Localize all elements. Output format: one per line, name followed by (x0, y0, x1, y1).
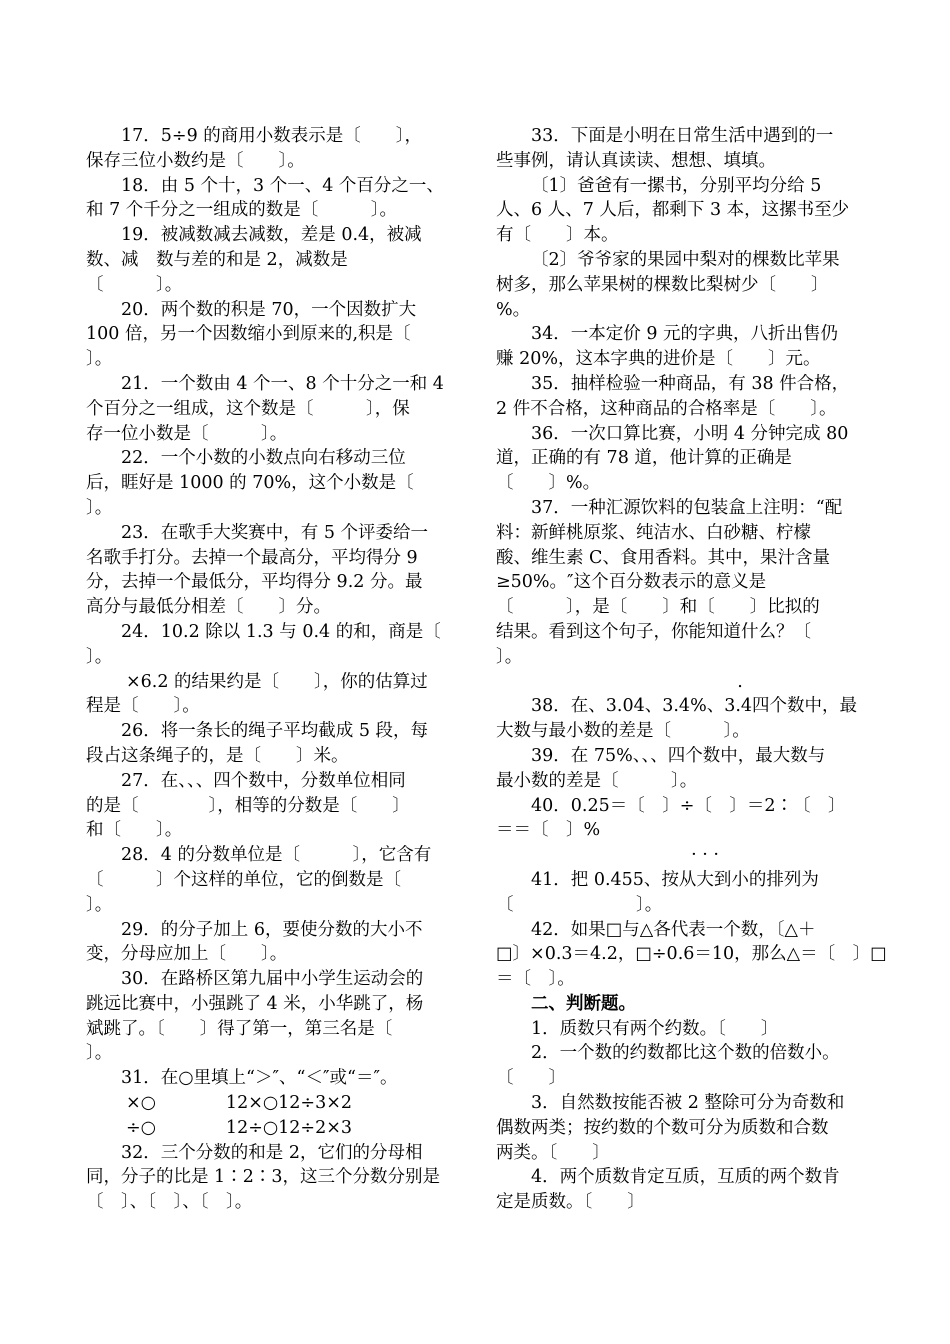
text-line: 27．在、、、四个数中，分数单位相同 (121, 770, 406, 791)
text-line: 〔 〕。 (86, 274, 183, 295)
text-line: 1．质数只有两个约数。〔 〕 (531, 1018, 779, 1039)
text-line: 21．一个数由 4 个一、8 个十分之一和 4 (121, 373, 444, 394)
text-line: 29．的分子加上 6，要使分数的大小不 (121, 919, 423, 940)
text-line: ×○ 12×○12÷3×2 (126, 1093, 352, 1114)
text-line: 2．一个数的约数都比这个数的倍数小。 (531, 1043, 840, 1064)
text-line: 37．一种汇源饮料的包装盒上注明：“配 (531, 497, 843, 518)
text-line: 100 倍，另一个因数缩小到原来的,积是〔 (86, 324, 411, 345)
text-line: 和 7 个千分之一组成的数是〔 〕。 (86, 200, 398, 221)
text-line: 个百分之一组成，这个数是〔 〕，保 (86, 398, 410, 419)
text-line: ÷○ 12÷○12÷2×3 (126, 1117, 352, 1138)
text-line: 酸、维生素 C、食用香料。其中，果汁含量 (496, 547, 830, 568)
text-line: □〕×0.3＝4.2，□÷0.6＝10，那么△＝〔 〕□ (496, 944, 887, 965)
text-line: 〔 〕%。 (496, 473, 601, 494)
text-line: 树多，那么苹果树的棵数比梨树少〔 〕 (496, 274, 829, 295)
left-column (86, 124, 466, 1215)
text-line: 22．一个小数的小数点向右移动三位 (121, 448, 406, 469)
text-line: ×6.2 的结果约是〔 〕，你的估算过 (126, 671, 428, 692)
text-line: 高分与最低分相差〔 〕分。 (86, 597, 331, 618)
text-line: 偶数两类；按约数的个数可分为质数和合数 (496, 1117, 829, 1138)
text-line: 〕。 (86, 349, 113, 370)
text-line: 36．一次口算比赛，小明 4 分钟完成 80 (531, 423, 849, 444)
text-line: 程是〔 〕。 (86, 696, 200, 717)
text-line: 4．两个质数肯定互质，互质的两个数肯 (531, 1167, 840, 1188)
text-line: 32．三个分数的和是 2，它们的分母相 (121, 1142, 423, 1163)
text-line: 跳远比赛中，小强跳了 4 米，小华跳了，杨 (86, 993, 424, 1014)
text-line: 〔 〕 (496, 1068, 566, 1089)
text-line: 〕。 (86, 894, 113, 915)
text-line: 〔 〕个这样的单位，它的倒数是〔 (86, 869, 401, 890)
text-line: 段占这条绳子的，是〔 〕米。 (86, 745, 349, 766)
text-line: 40．0.25＝〔 〕÷〔 〕＝2∶〔 〕 (531, 795, 846, 816)
text-line: 变，分母应加上〔 〕。 (86, 944, 288, 965)
text-line: 38．在、3.04、3.4%、3.4四个数中，最 (531, 696, 858, 717)
text-line: 数、减 数与差的和是 2，减数是 (86, 249, 348, 270)
text-line: 31．在○里填上“＞″、“＜″或“＝″。 (121, 1068, 398, 1089)
text-line: 两类。〔 〕 (496, 1142, 610, 1163)
text-line: 和〔 〕。 (86, 820, 183, 841)
text-line: 最小数的差是〔 〕。 (496, 770, 698, 791)
text-line: 大数与最小数的差是〔 〕。 (496, 721, 750, 742)
text-line: 26．将一条长的绳子平均截成 5 段，每 (121, 721, 429, 742)
dot-mark: . (737, 671, 743, 692)
text-line: 33．下面是小明在日常生活中遇到的一 (531, 126, 834, 146)
repeating-decimal-dots: · · · (691, 845, 719, 866)
text-line: 同，分子的比是 1∶2∶3，这三个分数分别是 (86, 1167, 440, 1188)
text-line: 赚 20%，这本字典的进价是〔 〕元。 (496, 349, 821, 370)
text-line: 20．两个数的积是 70，一个因数扩大 (121, 299, 417, 320)
text-line: 料：新鲜桃原浆、纯洁水、白砂糖、柠檬 (496, 522, 811, 543)
text-line: 斌跳了。〔 〕得了第一，第三名是〔 (86, 1018, 393, 1039)
text-line: 19．被减数减去减数，差是 0.4，被减 (121, 225, 422, 246)
text-line: 保存三位小数约是〔 〕。 (86, 150, 305, 171)
text-line: 〕。 (86, 1043, 113, 1064)
text-line: 〕。 (496, 646, 523, 667)
text-line: 30．在路桥区第九届中小学生运动会的 (121, 969, 424, 990)
text-line: 17．5÷9 的商用小数表示是〔 〕， (121, 126, 423, 146)
text-line: 23．在歌手大奖赛中，有 5 个评委给一 (121, 522, 429, 543)
text-line: 有〔 〕本。 (496, 225, 619, 246)
text-line: 2 件不合格，这种商品的合格率是〔 〕。 (496, 398, 837, 419)
text-line: 定是质数。〔 〕 (496, 1192, 645, 1213)
text-line: 人、6 人、7 人后，都剩下 3 本，这摞书至少 (496, 200, 850, 221)
text-line: 24．10.2 除以 1.3 与 0.4 的和，商是〔 (121, 621, 441, 642)
text-line: 35．抽样检验一种商品，有 38 件合格， (531, 373, 850, 394)
text-line: 41．把 0.455、按从大到小的排列为 (531, 869, 819, 890)
text-line: 结果。看到这个句子，你能知道什么？〔 (496, 621, 811, 642)
text-line: 名歌手打分。去掉一个最高分，平均得分 9 (86, 547, 418, 568)
section-heading: 二、判断题。 (531, 993, 636, 1014)
text-line: ＝＝〔 〕% (496, 820, 601, 841)
text-line: 分，去掉一个最低分，平均得分 9.2 分。最 (86, 572, 423, 593)
text-line: 18．由 5 个十，3 个一、4 个百分之一、 (121, 175, 444, 196)
text-line: 〕。 (86, 497, 113, 518)
text-line: 〔 〕，是〔 〕和〔 〕比拟的 (496, 597, 820, 618)
text-line: 3．自然数按能否被 2 整除可分为奇数和 (531, 1093, 845, 1114)
text-line: 〔 〕。 (496, 894, 663, 915)
text-line: ≥50%。″这个百分数表示的意义是 (496, 572, 767, 593)
right-column (496, 124, 887, 1215)
text-line: 〔 〕、〔 〕、〔 〕。 (86, 1192, 253, 1213)
text-line: ＝〔 〕。 (496, 969, 575, 990)
text-line: 的是〔 〕，相等的分数是〔 〕 (86, 795, 410, 816)
text-line: 道，正确的有 78 道，他计算的正确是 (496, 448, 792, 469)
text-line: 〔2〕爷爷家的果园中梨对的棵数比苹果 (531, 249, 840, 270)
text-line: 〕。 (86, 646, 113, 667)
text-line: 39．在 75%、、、四个数中，最大数与 (531, 745, 826, 766)
text-line: 些事例，请认真读读、想想、填填。 (496, 150, 776, 171)
text-line: 〔1〕爸爸有一摞书，分别平均分给 5 (531, 175, 822, 196)
text-line: 34．一本定价 9 元的字典，八折出售仍 (531, 324, 839, 345)
text-line: 存一位小数是〔 〕。 (86, 423, 288, 444)
text-line: %。 (496, 299, 531, 320)
text-line: 42．如果□与△各代表一个数，〔△＋ (531, 919, 816, 940)
text-line: 后，睚好是 1000 的 70%，这个小数是〔 (86, 473, 414, 494)
text-line: 28．4 的分数单位是〔 〕，它含有 (121, 845, 432, 866)
